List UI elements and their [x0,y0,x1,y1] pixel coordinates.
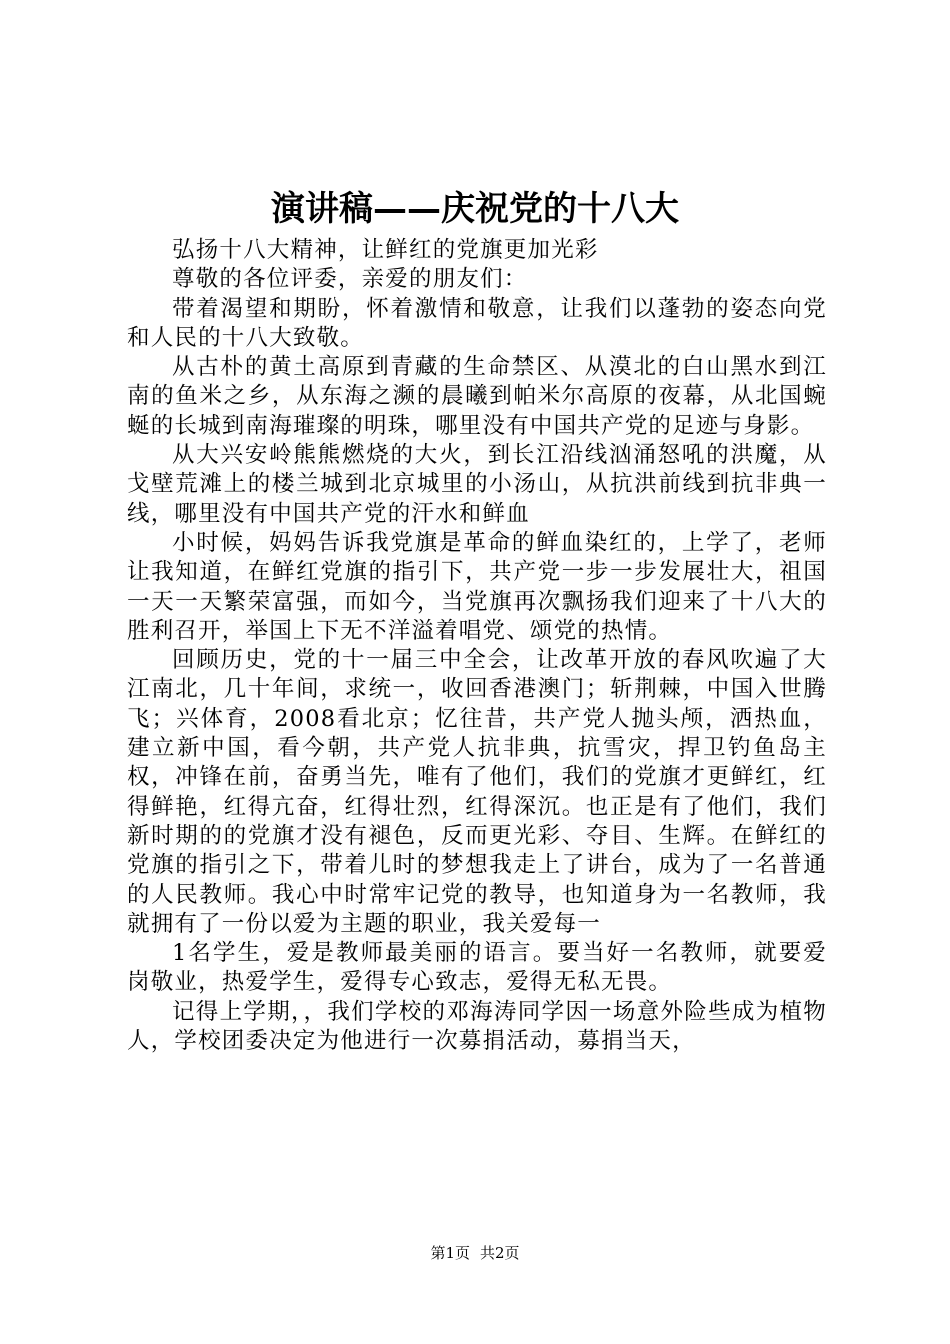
page-number: 第1页 [430,1244,470,1262]
document-body [127,236,827,1056]
paragraph-greeting: 尊敬的各位评委，亲爱的朋友们： [172,266,528,293]
paragraph: 带着渴望和期盼，怀着激情和敬意，让我们以蓬勃的姿态向党和人民的十八大致敬。 [127,295,827,351]
paragraph: 1名学生，爱是教师最美丽的语言。要当好一名教师，就要爱岗敬业，热爱学生，爱得专心致志，爱得无私无畏。 [127,940,827,996]
page-footer [0,1243,950,1263]
paragraph: 从大兴安岭熊熊燃烧的大火，到长江沿线汹涌怒吼的洪魔，从戈壁荒滩上的楼兰城到北京城里的小汤山，从抗洪前线到抗非典一线，哪里没有中国共产党的汗水和鲜血 [127,442,827,527]
paragraph: 从古朴的黄土高原到青藏的生命禁区、从漠北的白山黑水到江南的鱼米之乡，从东海之濒的晨曦到帕米尔高原的夜幕，从北国蜿蜒的长城到南海璀璨的明珠，哪里没有中国共产党的足迹与身影。 [127,354,827,439]
page-total: 共2页 [480,1244,520,1262]
document-title: 演讲稿——庆祝党的十八大 [271,189,679,229]
paragraph: 记得上学期，，我们学校的邓海涛同学因一场意外险些成为植物人，学校团委决定为他进行一次募捐活动，募捐当天， [127,998,827,1055]
paragraph: 小时候，妈妈告诉我党旗是革命的鲜血染红的，上学了，老师让我知道，在鲜红党旗的指引下，共产党一步一步发展壮大，祖国一天一天繁荣富强，而如今，当党旗再次飘扬我们迎来了十八大的胜利召开，举国上下无不洋溢着唱党、颂党的热情。 [127,529,827,644]
paragraph: 回顾历史，党的十一届三中全会，让改革开放的春风吹遍了大江南北，几十年间，求统一，收回香港澳门；斩荆棘，中国入世腾飞；兴体育，2008看北京；忆往昔，共产党人抛头颅，洒热血，建立新中国，看今朝，共产党人抗非典，抗雪灾，捍卫钓鱼岛主权，冲锋在前，奋勇当先，唯有了他们，我们的党旗才更鲜红，红得鲜艳，红得亢奋，红得壮烈，红得深沉。也正是有了他们，我们新时期的的党旗才没有褪色，反而更光彩、夺目、生辉。在鲜红的党旗的指引之下，带着儿时的梦想我走上了讲台，成为了一名普通的人民教师。我心中时常牢记党的教导，也知道身为一名教师，我就拥有了一份以爱为主题的职业，我关爱每一 [127,647,827,937]
paragraph-subtitle: 弘扬十八大精神，让鲜红的党旗更加光彩 [172,237,599,263]
